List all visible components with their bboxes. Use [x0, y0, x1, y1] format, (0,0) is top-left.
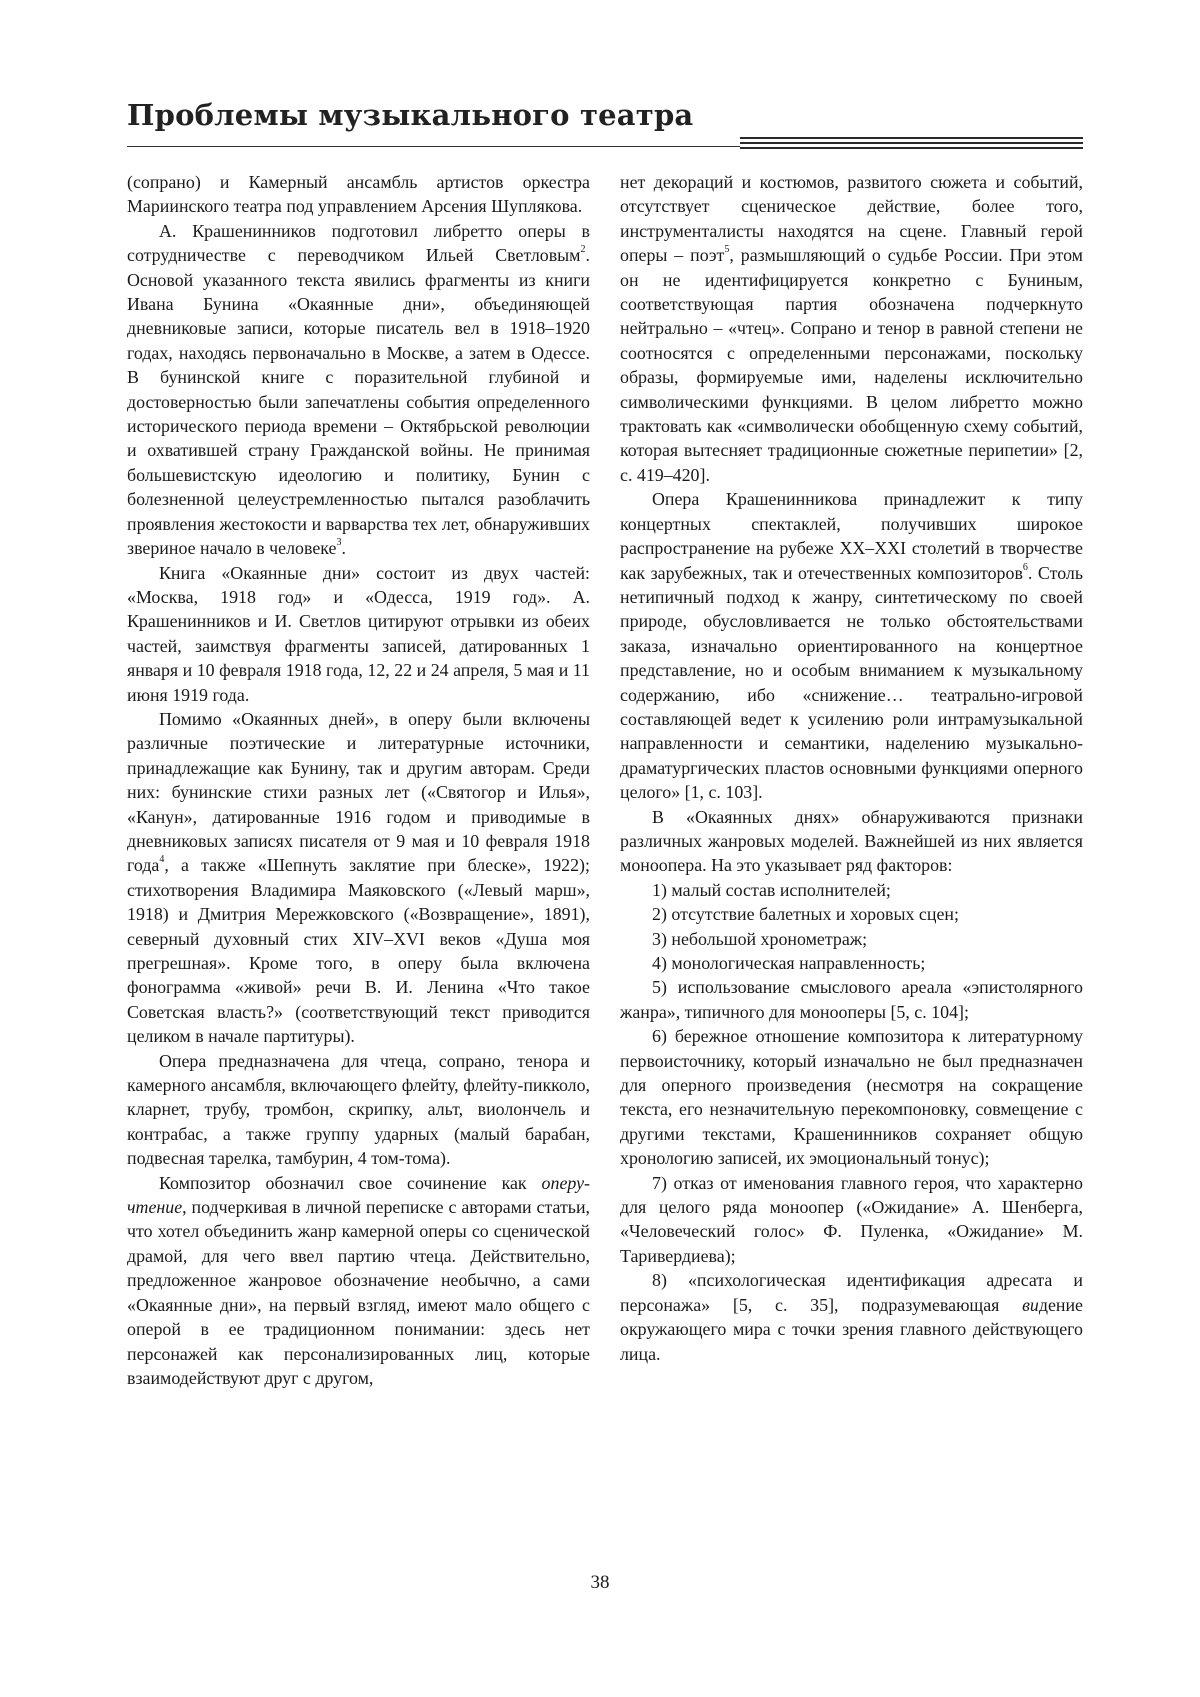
- header-rule: [127, 146, 740, 147]
- emphasis: ви: [1022, 1294, 1039, 1315]
- page-number: 38: [590, 1572, 610, 1593]
- paragraph: Опера Крашенинникова принадлежит к типу концертных спектаклей, получивших широкое распространение на рубеже XX–XXI столетий в творчестве как зарубежных, так и отечественных композиторов$^6$. Столь нетипичный подход к жанру, синтетическому по своей природе, обусловливается не только обстоятельствами заказа, изначально ориентированного на концертное представление, но и особым вниманием к музыкальному содержанию, ибо «снижение… театрально-игровой составляющей ведет к усилению роли интрамузыкальной направленности и семантики, наделению музыкально-драматургических пластов основными функциями оперного целого» [1, с. 103].: [620, 489, 1083, 803]
- header-rule-stack: [740, 137, 1083, 152]
- list-item: 8) «психологическая идентификация адресата и персонажа» [5, с. 35], подразумевающая видение окружающего мира с точки зрения главного действующего лица.: [620, 1270, 1083, 1364]
- list-item: 3) небольшой хронометраж;: [652, 928, 868, 949]
- paragraph: В «Окаянных днях» обнаруживаются признаки различных жанровых моделей. Важнейшей из них является моноопера. На это указывает ряд факторов:: [620, 806, 1083, 876]
- list-item: 5) использование смыслового ареала «эпистолярного жанра», типичного для монооперы [5, с. 104];: [620, 977, 1083, 1022]
- emphasis: оперу-чтение: [127, 1172, 590, 1218]
- paragraph: Опера предназначена для чтеца, сопрано, тенора и камерного ансамбля, включающего флейту, флейту-пикколо, кларнет, трубу, тромбон, скрипку, альт, виолончель и контрабас, а также группу ударных (малый барабан, подвесная тарелка, тамбурин, 4 том-тома).: [127, 1050, 590, 1169]
- right-column: [620, 170, 1083, 1366]
- footnote-ref: 4: [159, 854, 165, 866]
- footnote-ref: 3: [336, 537, 342, 549]
- running-head: Проблемы музыкального театра: [127, 98, 694, 132]
- paragraph: (сопрано) и Камерный ансамбль артистов оркестра Мариинского театра под управлением Арсения Шуплякова.: [127, 172, 590, 217]
- left-column: [127, 170, 590, 1390]
- paragraph: Композитор обозначил свое сочинение как оперу-чтение, подчеркивая в личной переписке с авторами статьи, что хотел объединить жанр камерной оперы со сценической драмой, для чего ввел партию чтеца. Действительно, предложенное жанровое обозначение необычно, а сами «Окаянные дни», на первый взгляд, имеют мало общего с оперой в ее традиционном понимании: здесь нет персонажей как персонализированных лиц, которые взаимодействуют друг с другом,: [127, 1172, 590, 1388]
- list-item: 6) бережное отношение композитора к литературному первоисточнику, который изначально не был предназначен для оперного произведения (несмотря на сокращение текста, его незначительную перекомпоновку, совмещение с другими текстами, Крашенинников сохраняет общую хронологию записей, их эмоциональный тонус);: [620, 1026, 1083, 1169]
- footnote-ref: 5: [724, 244, 730, 256]
- list-item: 4) монологическая направленность;: [652, 953, 926, 973]
- footnote-ref: 6: [1022, 561, 1028, 573]
- footnote-ref: 2: [580, 244, 586, 256]
- paragraph: Книга «Окаянные дни» состоит из двух частей: «Москва, 1918 год» и «Одесса, 1919 год». А. Крашенинников и И. Светлов цитируют отрывки из обеих частей, заимствуя фрагменты записей, датированных 1 января и 10 февраля 1918 года, 12, 22 и 24 апреля, 5 мая и 11 июня 1919 года.: [127, 562, 590, 705]
- paragraph: нет декораций и костюмов, развитого сюжета и событий, отсутствует сценическое действие, более того, инструменталисты находятся на сцене. Главный герой оперы – поэт$^5$, размышляющий о судьбе России. При этом он не идентифицируется конкретно с Буниным, соответствующая партия обозначена подчеркнуто нейтрально – «чтец». Сопрано и тенор в равной степени не соотносятся с определенными персонажами, поскольку образы, формируемые ими, наделены исключительно символическими функциями. В целом либретто можно трактовать как «символически обобщенную схему событий, которая вытесняет традиционные сюжетные перипетии» [2, с. 419–420].: [620, 172, 1083, 485]
- paragraph: Помимо «Окаянных дней», в оперу были включены различные поэтические и литературные источники, принадлежащие как Бунину, так и другим авторам. Среди них: бунинские стихи разных лет («Святогор и Илья», «Канун», датированные 1916 годом и приводимые в дневниковых записях писателя от 9 мая и 10 февраля 1918 года$^4$, а также «Шепнуть заклятие при блеске», 1922); стихотворения Владимира Маяковского («Левый марш», 1918) и Дмитрия Мережковского («Возвращение», 1891), северный духовный стих XIV–XVI веков «Душа моя прегрешная». Кроме того, в оперу была включена фонограмма «живой» речи В. И. Ленина «Что такое Советская власть?» (соответствующий текст приводится целиком в начале партитуры).: [127, 708, 590, 1047]
- list-item: 2) отсутствие балетных и хоровых сцен;: [652, 904, 959, 925]
- list-item: 7) отказ от именования главного героя, что характерно для целого ряда моноопер («Ожидание» А. Шенберга, «Человеческий голос» Ф. Пуленка, «Ожидание» М. Таривердиева);: [620, 1172, 1083, 1266]
- list-item: 1) малый состав исполнителей;: [652, 879, 891, 900]
- paragraph: А. Крашенинников подготовил либретто оперы в сотрудничестве с переводчиком Ильей Светловым$^2$. Основой указанного текста явились фрагменты из книги Ивана Бунина «Окаянные дни», объединяющей дневниковые записи, которые писатель вел в 1918–1920 годах, находясь первоначально в Москве, а затем в Одессе. В бунинской книге с поразительной глубиной и достоверностью были запечатлены события определенного исторического периода времени – Октябрьской революции и охватившей страну Гражданской войны. Не принимая большевистскую идеологию и политику, Бунин с болезненной целеустремленностью пытался разоблачить проявления жестокости и варварства тех лет, обнаруживших звериное начало в человеке$^3$.: [127, 220, 590, 559]
